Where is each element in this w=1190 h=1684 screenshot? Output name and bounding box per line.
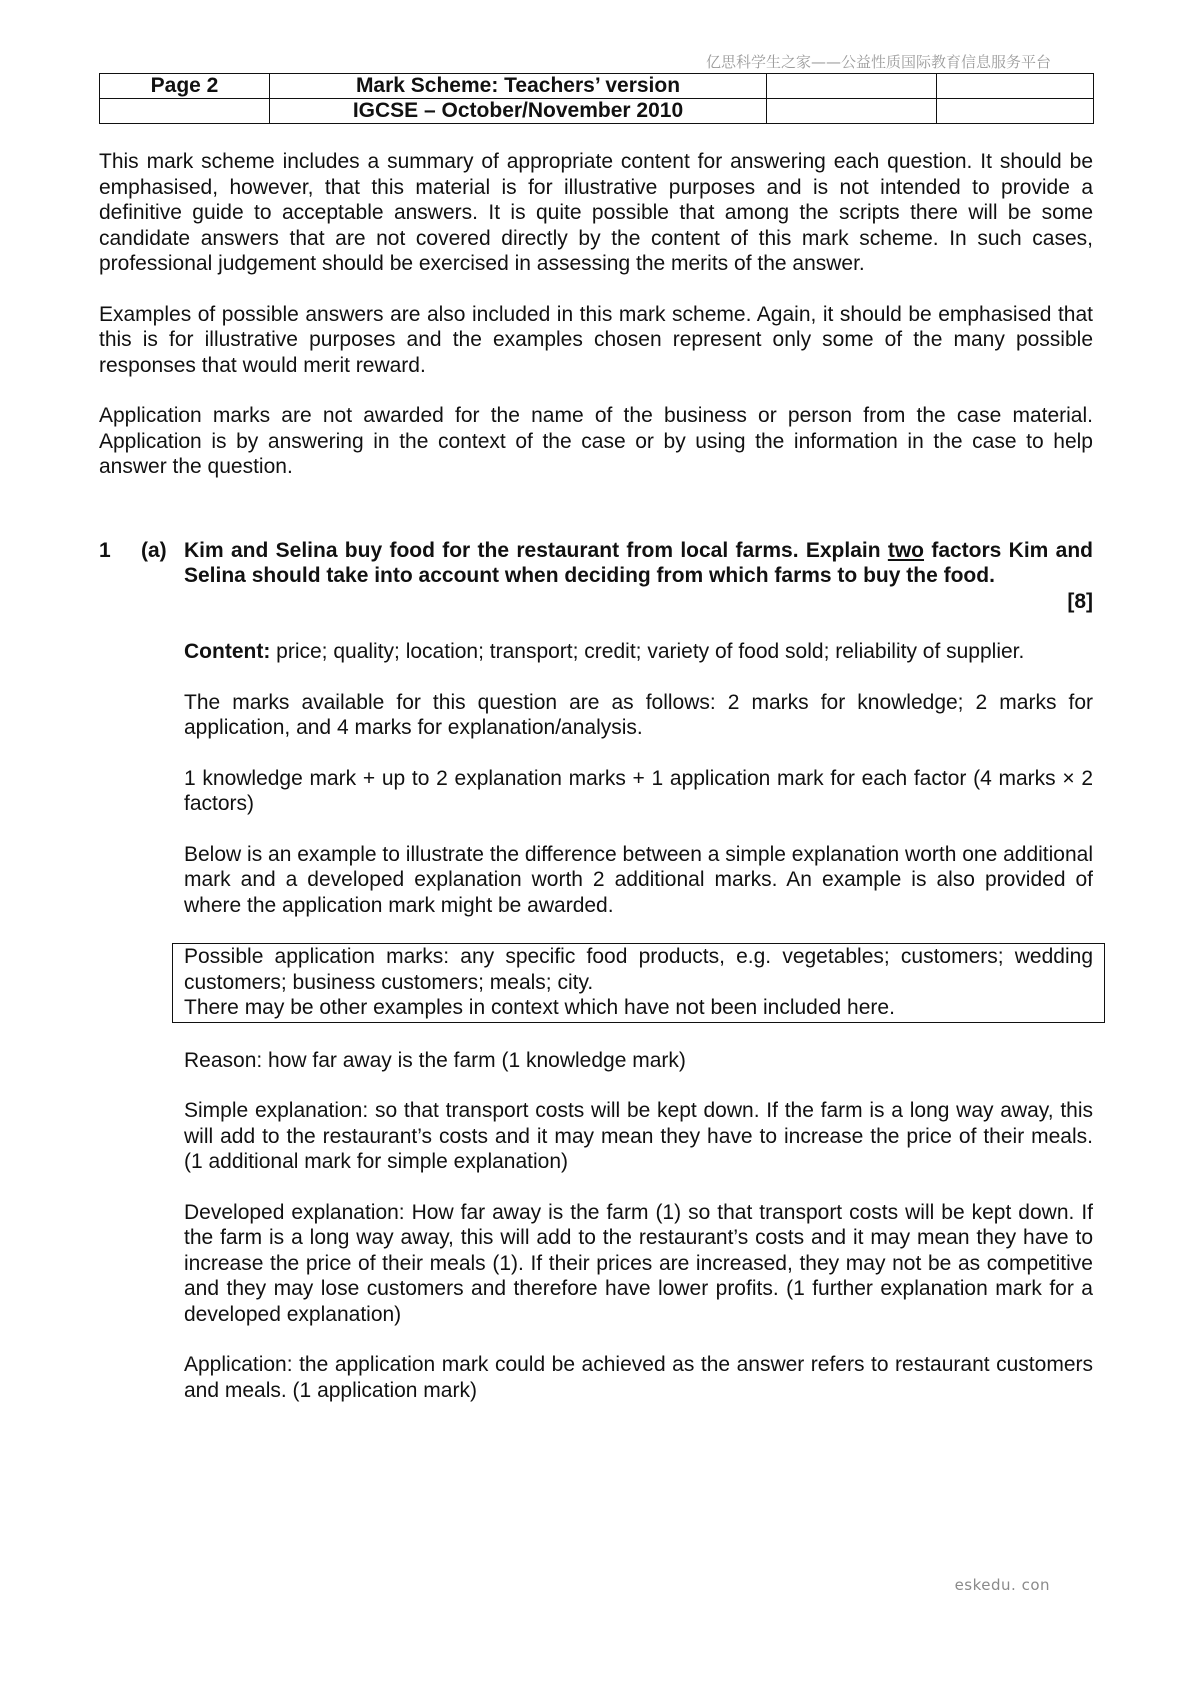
header-empty-cell [100, 99, 270, 124]
question-text: Kim and Selina buy food for the restaurant from local farms. Explain two factors Kim and Selina should take into account when deciding from which farms to buy the food. [184, 538, 1093, 587]
header-empty-cell [767, 99, 937, 124]
document-subtitle: IGCSE – October/November 2010 [270, 99, 767, 124]
underlined-word: two [887, 538, 925, 562]
page-content [99, 149, 1093, 1428]
question-number: 1 [99, 538, 111, 562]
box-text: There may be other examples in context which have not been included here. [184, 996, 895, 1019]
header-row-2 [100, 99, 1094, 124]
question-body [184, 538, 1093, 1404]
content-label: Content: [184, 640, 271, 663]
question-1a [99, 538, 1093, 1404]
header-table [99, 73, 1094, 124]
application-marks-box [172, 943, 1105, 1023]
header-empty-cell [937, 99, 1094, 124]
header-row-1 [100, 74, 1094, 99]
reason-line: Reason: how far away is the farm (1 knowledge mark) [184, 1048, 686, 1072]
footer-watermark: eskedu. con [954, 1576, 1050, 1594]
question-marks: [8] [1067, 589, 1093, 613]
document-title: Mark Scheme: Teachers’ version [270, 74, 767, 99]
content-line: Content: price; quality; location; transport; credit; variety of food sold; reliability of supplier. [184, 640, 1025, 663]
header-empty-cell [937, 74, 1094, 99]
developed-explanation: Developed explanation: How far away is the farm (1) so that transport costs will be kept down. If the farm is a long way away, this will add to the restaurant’s costs and it may mean they have to increase the price of their meals (1). If their prices are increased, they may not be as competitive and they may lose customers and therefore have lower profits. (1 further explanation mark for a developed explanation) [184, 1200, 1093, 1326]
header-empty-cell [767, 74, 937, 99]
intro-paragraph: Examples of possible answers are also included in this mark scheme. Again, it should be emphasised that this is for illustrative purposes and the examples chosen represent only some of the many possible responses that would merit reward. [99, 302, 1093, 377]
simple-explanation: Simple explanation: so that transport costs will be kept down. If the farm is a long way away, this will add to the restaurant’s costs and it may mean they have to increase the price of their meals. (1 additional mark for simple explanation) [184, 1099, 1093, 1173]
box-text: Possible application marks: any specific food products, e.g. vegetables; customers; wedding customers; business customers; meals; city. [184, 945, 1093, 994]
watermark-text: 亿思科学生之家——公益性质国际教育信息服务平台 [705, 53, 1051, 71]
question-part: (a) [141, 538, 167, 562]
page-number: Page 2 [100, 74, 270, 99]
marks-breakdown: The marks available for this question are as follows: 2 marks for knowledge; 2 marks for application, and 4 marks for explanation/analysis. [184, 690, 1093, 739]
intro-paragraph: Application marks are not awarded for the name of the business or person from the case material. Application is by answering in the context of the case or by using the information in the case to help answer the question. [99, 404, 1093, 478]
mark-rule: 1 knowledge mark + up to 2 explanation marks + 1 application mark for each factor (4 marks × 2 factors) [184, 766, 1093, 815]
intro-paragraph: This mark scheme includes a summary of appropriate content for answering each question. It should be emphasised, however, that this material is for illustrative purposes and is not intended to provide a definitive guide to acceptable answers. It is quite possible that among the scripts there will be some candidate answers that are not covered directly by the content of this mark scheme. In such cases, professional judgement should be exercised in assessing the merits of the answer. [99, 150, 1093, 275]
application-line: Application: the application mark could be achieved as the answer refers to restaurant customers and meals. (1 application mark) [184, 1353, 1093, 1402]
example-intro: Below is an example to illustrate the difference between a simple explanation worth one additional mark and a developed explanation worth 2 additional marks. An example is also provided of where the application mark might be awarded. [184, 842, 1093, 917]
